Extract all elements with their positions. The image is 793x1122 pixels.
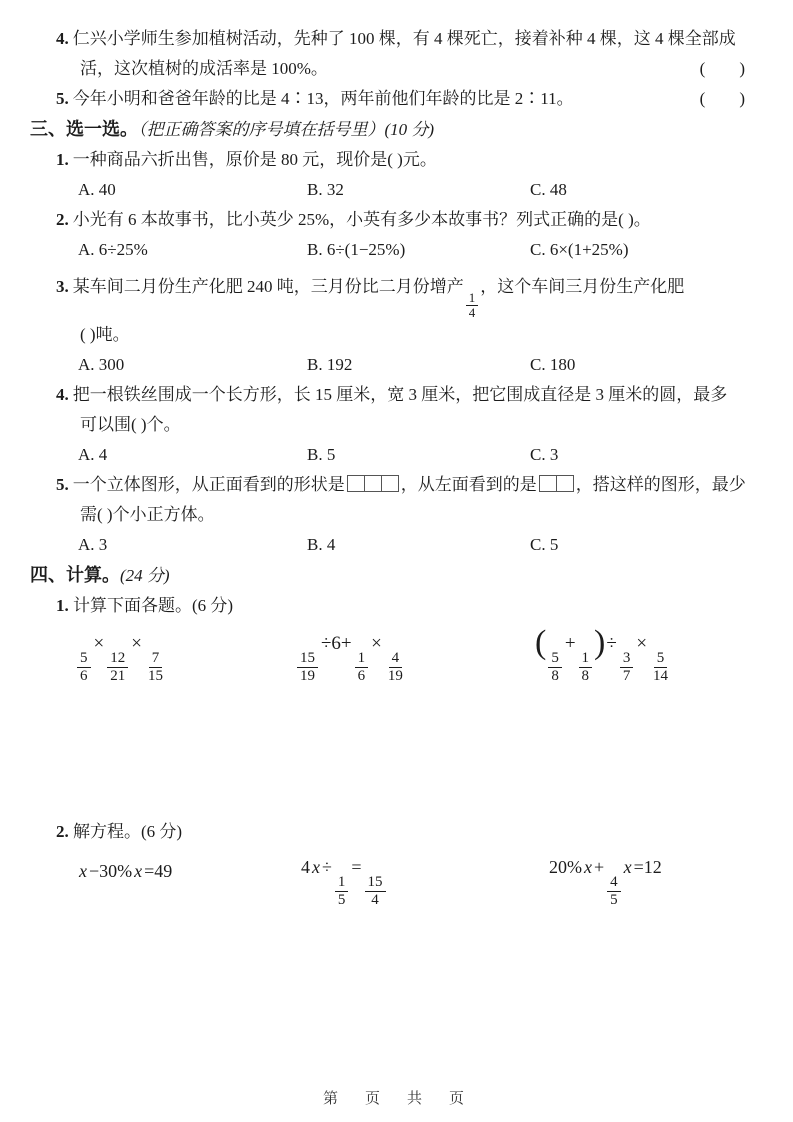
fraction: $\frac{1}{6}$ — [355, 650, 369, 686]
question-number: 4. — [56, 29, 69, 48]
math-text: x — [584, 856, 592, 877]
fraction: $\frac{15}{19}$ — [297, 650, 318, 686]
math-text: x — [623, 856, 632, 877]
stem-line1 — [30, 380, 759, 410]
stem-line2: 可以围( )个。 — [80, 414, 181, 434]
choice-question-3 — [30, 265, 759, 380]
question-number: 5. — [56, 89, 69, 108]
paren: ( — [535, 623, 547, 661]
judge-q4-line2 — [30, 54, 759, 84]
grid-cell — [364, 475, 382, 492]
question-number: 1. — [56, 150, 69, 169]
option-b: B. 5 — [307, 444, 336, 464]
option-a: A. 40 — [78, 180, 116, 199]
section-title: 三、选一选。 — [30, 119, 138, 139]
question-number: 3. — [56, 277, 69, 296]
left-view-shape — [539, 475, 574, 492]
math-text: =12 — [633, 856, 662, 877]
math-text: = — [351, 856, 362, 877]
page-footer: 第 页 共 页 — [322, 1090, 470, 1107]
stem-line2: 需( )个小正方体。 — [80, 504, 215, 524]
math-text: −30% — [89, 860, 133, 881]
math-text: ÷ — [322, 856, 332, 877]
grid-cell — [381, 475, 399, 492]
math-text: × — [131, 632, 142, 654]
equation-3 — [548, 857, 663, 910]
options-row — [30, 350, 759, 380]
calc-expressions-row — [30, 623, 759, 685]
option-c: C. 180 — [530, 354, 576, 374]
math-text: + — [594, 856, 605, 877]
stem — [30, 205, 759, 235]
section-4-header — [30, 560, 759, 591]
option-a: A. 300 — [78, 354, 125, 374]
judge-question-4 — [30, 24, 759, 84]
question-text: 把一根铁丝围成一个长方形，长 15 厘米，宽 3 厘米，把它围成直径是 3 厘米的圆，最多 — [72, 384, 728, 404]
paren: ) — [594, 623, 606, 661]
choice-question-4 — [30, 380, 759, 470]
sub-number: 1. — [56, 595, 69, 615]
sub-text: 解方程。(6 分) — [73, 821, 183, 841]
question-text: 某车间二月份生产化肥 240 吨，三月份比二月份增产 — [72, 277, 464, 296]
question-number: 4. — [56, 384, 69, 404]
question-text: 小光有 6 本故事书，比小英少 25%，小英有多少本故事书？列式正确的是( )。 — [72, 210, 651, 229]
judge-q4-line1 — [30, 24, 759, 54]
fraction: $\frac{5}{14}$ — [653, 650, 669, 685]
grid-cell — [539, 475, 557, 492]
math-text: + — [564, 632, 576, 654]
fraction: $\frac{5}{8}$ — [548, 650, 562, 686]
section-note: （把正确答案的序号填在括号里）(10 分) — [138, 120, 435, 139]
option-b: B. 192 — [307, 354, 353, 374]
answer-bracket: ( ) — [699, 59, 745, 78]
question-number: 2. — [56, 210, 69, 229]
expression-3 — [535, 623, 673, 686]
options-row — [30, 235, 759, 265]
math-text: × — [371, 632, 382, 654]
section-title: 四、计算。 — [30, 564, 120, 585]
math-text: ÷6+ — [321, 632, 352, 654]
question-text: 一个立体图形，从正面看到的形状是 — [72, 474, 345, 494]
math-text: × — [636, 632, 648, 654]
math-text: x — [312, 856, 320, 877]
math-text: x — [79, 860, 87, 881]
option-b: B. 6÷(1−25%) — [307, 240, 406, 259]
option-c: C. 48 — [530, 180, 567, 199]
section-points: (24 分) — [120, 565, 170, 585]
math-text: x — [134, 860, 143, 881]
question-text: ，搭这样的图形，最少 — [575, 474, 746, 494]
choice-question-5 — [30, 470, 759, 560]
expression-2 — [295, 633, 408, 686]
sub-number: 2. — [56, 821, 69, 841]
option-c: C. 6×(1+25%) — [530, 240, 629, 259]
grid-cell — [347, 475, 365, 492]
fraction: $\frac{4}{19}$ — [387, 650, 403, 685]
expression-1 — [75, 633, 168, 686]
question-number: 5. — [56, 474, 69, 494]
options-row — [30, 440, 759, 470]
equation-1 — [78, 861, 173, 882]
stem-line2: ( )吨。 — [80, 324, 130, 344]
fraction: $\frac{1}{5}$ — [335, 874, 349, 910]
grid-cell — [556, 475, 574, 492]
judge-q5-line — [30, 84, 759, 114]
options-row — [30, 175, 759, 205]
equation-2 — [300, 857, 388, 910]
front-view-shape — [347, 475, 399, 492]
option-b: B. 32 — [307, 180, 344, 199]
calc-subtitle-2 — [30, 817, 759, 847]
stem-line1 — [30, 265, 759, 320]
option-c: C. 3 — [530, 444, 559, 464]
math-text: ÷ — [606, 632, 617, 654]
sub-text: 计算下面各题。(6 分) — [73, 595, 234, 615]
math-text: =49 — [144, 860, 173, 881]
choice-question-1 — [30, 145, 759, 205]
fraction: $\frac{3}{7}$ — [620, 650, 634, 686]
question-text: 5. 今年小明和爸爸年龄的比是 4∶13，两年前他们年龄的比是 2∶11。 — [56, 89, 574, 108]
fraction: $\frac{5}{6}$ — [77, 650, 91, 686]
math-text: 4 — [301, 856, 310, 877]
option-a: A. 6÷25% — [78, 240, 148, 259]
fraction: $\frac{12}{21}$ — [107, 650, 128, 686]
inline-fraction: $\frac{1}{4}$ — [466, 291, 479, 319]
equations-row — [30, 851, 759, 909]
stem-line1 — [30, 470, 759, 500]
option-c: C. 5 — [530, 534, 559, 554]
section-3-header — [30, 114, 759, 145]
options-row — [30, 530, 759, 560]
question-text: ，这个车间三月份生产化肥 — [480, 277, 685, 296]
option-b: B. 4 — [307, 534, 336, 554]
question-text: ，从左面看到的是 — [400, 474, 537, 494]
fraction: $\frac{4}{5}$ — [607, 874, 621, 910]
judge-question-5 — [30, 84, 759, 114]
option-a: A. 3 — [78, 534, 108, 554]
calc-subtitle-1 — [30, 591, 759, 621]
question-text: 仁兴小学师生参加植树活动，先种了 100 棵，有 4 棵死亡，接着补种 4 棵，这 4 棵全部成 — [72, 29, 736, 48]
question-text: 一种商品六折出售，原价是 80 元，现价是( )元。 — [72, 150, 437, 169]
math-text: 20% — [549, 856, 582, 877]
math-text: × — [93, 632, 105, 654]
option-a: A. 4 — [78, 444, 108, 464]
fraction: $\frac{15}{4}$ — [365, 874, 386, 910]
fraction: $\frac{1}{8}$ — [579, 650, 593, 686]
question-text: 活，这次植树的成活率是 100%。 — [80, 59, 328, 78]
fraction: $\frac{7}{15}$ — [147, 650, 163, 685]
choice-question-2 — [30, 205, 759, 265]
answer-bracket: ( ) — [699, 89, 745, 108]
stem — [30, 145, 759, 175]
